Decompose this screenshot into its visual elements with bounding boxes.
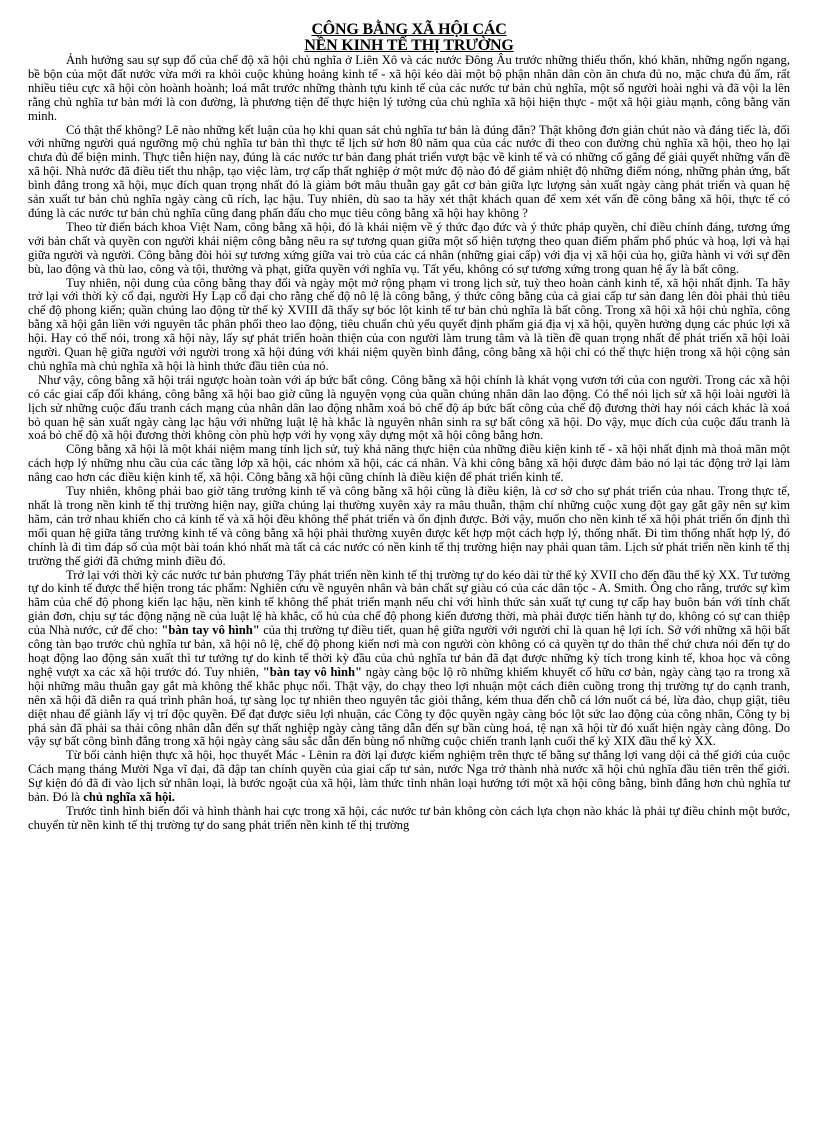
paragraph-10: Trước tình hình biến đổi và hình thành hai cực trong xã hội, các nước tư bản không còn cách lựa chọn nào khác là phải tự điều chỉnh một bước, chuyển từ nền kinh tế thị trường tự do sang phát triển nền kinh tế thị trường	[28, 803, 790, 832]
paragraph-2: Có thật thế không? Lẽ nào những kết luận của họ khi quan sát chủ nghĩa tư bản là đúng đắn? Thật không đơn giản chút nào và đáng tiếc là, đối với những người quá ngưỡng mộ chủ nghĩa tư bản thì thực tế lịch sử hơn 80 năm qua của các nước đi theo con đường chủ nghĩa xã hội, theo họ lại chưa đủ để biện minh. Thực tiễn hiện nay, đúng là các nước tư bản đang phát triển vượt bậc về kinh tế và có những cố gắng để giải quyết những vấn đề xã hội. Nhà nước đã điều tiết thu nhập, tạo việc làm, trợ cấp thất nghiệp ở một mức độ nào đó để giảm nhiệt độ những điểm nóng, những phản ứng, bất bình đẳng trong xã hội, mục đích quan trọng nhất đó là giảm bớt mâu thuẫn gay gắt cơ bản giữa lực lượng sản xuất ngày càng phát triển và quan hệ sản xuất tư bản chủ nghĩa ngày càng cũ rích, lạc hậu. Tuy nhiên, dù sao ta hãy xét thật khách quan để xem xét vấn đề công bằng xã hội, thực tế có đúng là các nước tư bản chủ nghĩa cũng đang phấn đấu cho mục tiêu công bằng xã hội hay không ?	[28, 122, 790, 220]
document-title-line-1: CÔNG BẰNG XÃ HỘI CÁC	[311, 21, 507, 38]
paragraph-8	[28, 569, 790, 750]
paragraph-8-text-2: của thị trường tự điều tiết, quan hệ giữa người với người chỉ là quan hệ lợi ích. Sở với những xã hội bất công tàn bạo trước chủ nghĩa tư bản, xã hội nô lệ, chế độ phong kiến nơi mà con người còn không có cả quyền tự do thân thể chứ chưa nói đến tự do hoạt động lao động sản xuất thì tư tưởng tự do kinh tế thời kỳ đầu của chủ nghĩa tư bản đã đạt được những kỳ tích trong kinh tế, khoa học và công nghệ vượt xa các xã hội trước đó. Tuy nhiên,	[28, 623, 790, 679]
paragraph-9	[28, 749, 790, 805]
paragraph-8-text-1: Trở lại với thời kỳ các nước tư bản phương Tây phát triển nền kinh tế thị trường tự do kéo dài từ thế kỷ XVII cho đến đầu thế kỷ XX. Tư tưởng tự do kinh tế được thể hiện trong tác phẩm: Nghiên cứu về nguyên nhân và bản chất sự giàu có của các dân tộc - A. Smith. Ông cho rằng, trước sự kìm hãm của chế độ phong kiến lạc hậu, nền kinh tế không thể phát triển mạnh nếu chỉ với hình thức sản xuất tự cung tự cấp hay buôn bán với tính chất giản đơn, chịu sự tác động nặng nề của luật lệ hà khắc, cổ hủ của chế độ phong kiến đương thời, mà phải được tiến hành tự do, không có sự can thiệp của Nhà nước, cứ để cho:	[28, 567, 790, 638]
paragraph-6: Công bằng xã hội là một khái niệm mang tính lịch sử, tuỳ khả năng thực hiện của những điều kiện kinh tế - xã hội nhất định mà thoả mãn một cách hợp lý những nhu cầu của các tầng lớp xã hội, các nhóm xã hội, các cá nhân. Và khi công bằng xã hội được đảm bảo nó lại tác động trở lại làm nâng cao hơn các điều kiện kinh tế, xã hội. Công bằng xã hội cũng chính là điều kiện để phát triển kinh tế.	[28, 442, 790, 485]
paragraph-4: Tuy nhiên, nội dung của công bằng thay đổi và ngày một mở rộng phạm vi trong lịch sử, tuỳ theo hoàn cảnh kinh tế, xã hội nhất định. Ta hãy trở lại với thời kỳ cổ đại, người Hy Lạp cổ đại cho rằng chế độ nô lệ là công bằng, ý thức công bằng của cả giai cấp tư sản đang lên đòi phải thủ tiêu chế độ phong kiến; quần chúng lao động từ thế kỷ XVIII đã thấy sự bóc lột kinh tế tư bản chủ nghĩa là bất công. Trong xã hội xã hội chủ nghĩa, công bằng xã hội gắn liền với nguyên tắc phân phối theo lao động, tiêu chuẩn chủ yếu quyết định phẩm giá địa vị xã hội, quyền hưởng dụng các phúc lợi xã hội. Hay có thể nói, trong xã hội này, lấy sự phát triển hoàn thiện của con người làm trung tâm và là tiền đề quan trọng nhất để phát triển xã hội loài người. Quan hệ giữa người với người trong xã hội đúng với khái niệm quyền bình đẳng, công bằng xã hội chỉ có thể thực hiện trong xã hội cộng sản chủ nghĩa mà chủ nghĩa xã hội là hình thức đầu tiên của nó.	[28, 275, 790, 373]
paragraph-8-bold-2: "bàn tay vô hình"	[262, 664, 363, 679]
paragraph-8-bold-1: "bàn tay vô hình"	[161, 623, 260, 638]
paragraph-9-text: Từ bối cảnh hiện thực xã hội, học thuyết Mác - Lênin ra đời lại được kiểm nghiệm trên thực tế bằng sự thắng lợi vang dội cả thế giới của cuộc Cách mạng tháng Mười Nga vĩ đại, đã đập tan chính quyền của giai cấp tư sản, nước Nga trở thành nhà nước xã hội chủ nghĩa đầu tiên trên thế giới. Sự kiện đó đã đi vào lịch sử nhân loại, là bước ngoặt của xã hội, làm thức tỉnh nhân loại hướng tới một xã hội công bằng, bình đẳng hơn chủ nghĩa tư bản. Đó là	[28, 748, 790, 805]
paragraph-3: Theo từ điển bách khoa Việt Nam, công bằng xã hội, đó là khái niệm về ý thức đạo đức và ý thức pháp quyền, chỉ điều chính đáng, tương ứng với bản chất và quyền con người khái niệm công bằng nêu ra sự tương quan giữa một số hiện tượng theo quan điểm phẩm phổ phúc và hoạ, lợi và hại giữa người và người. Công bằng đòi hỏi sự tương xứng giữa vai trò của các cá nhân (những giai cấp) với địa vị xã hội của họ, giữa hành vi với sự đền bù, lao động và thù lao, công và tội, thưởng và phạt, giữa quyền với nghĩa vụ. Tất yếu, không có sự tương xứng trong quan hệ ấy là bất công.	[28, 219, 790, 276]
paragraph-5: Như vậy, công bằng xã hội trái ngược hoàn toàn với áp bức bất công. Công bằng xã hội chính là khát vọng vươn tới của con người. Trong các xã hội có các giai cấp đối kháng, công bằng xã hội bao giờ cũng là nguyện vọng của quần chúng nhân dân lao động. Có thể nói lịch sử xã hội loài người là lịch sử những cuộc đấu tranh cách mạng của nhân dân lao động nhằm xoá bỏ chế độ áp bức bất công của chế độ đương thời hay nói cách khác là xoá bỏ quan hệ sản xuất ngày càng lạc hậu với những luật lệ hà khắc là nguyên nhân sinh ra sự bất công xã hội. Do vậy, mục đích của cuộc đấu tranh là xoá bỏ chế độ xã hội đương thời không còn phù hợp với hy vọng xây dựng một xã hội công bằng hơn.	[28, 372, 790, 443]
document-title-line-2: NỀN KINH TẾ THỊ TRƯỜNG	[304, 37, 514, 54]
document-page	[28, 18, 790, 833]
paragraph-1: Ảnh hưởng sau sự sụp đổ của chế độ xã hội chủ nghĩa ở Liên Xô và các nước Đông Âu trước những thiếu thốn, khó khăn, những ngổn ngang, bề bộn của một đất nước vừa mới ra khỏi cuộc khủng hoảng kinh tế - xã hội kéo dài một bộ phận nhân dân còn ăn chưa đủ no, mặc chưa đủ ấm, rất nhiều tiêu cực xã hội còn hoành hoành; loá mắt trước những thành tựu kinh tế của các nước tư bản chủ nghĩa, một số người hoài nghi và đã vội la lên rằng chủ nghĩa tư bản mới là con đường, là phương tiện để thực hiện lý tưởng của chủ nghĩa xã hội hiện thực - một xã hội giàu mạnh, công bằng văn minh.	[28, 53, 790, 123]
paragraph-8-text-3: ngày càng bộc lộ rõ những khiếm khuyết cố hữu cơ bản, ngày càng tạo ra trong xã hội những mâu thuẫn gay gắt mà không thể khắc phục nổi. Thật vậy, do chạy theo lợi nhuận một cách điên cuồng trong thị trường tự do cạnh tranh, nên xã hội đã diễn ra quá trình phân hoá, tự sàng lọc tự nhiên theo nguyên tắc giỏi thắng, kém thua đến chỗ cá lớn nuốt cá bé, lừa đảo, chụp giật, tiêu diệt nhau để giành lấy vị trí độc quyền. Để đạt được siêu lợi nhuận, các Công ty độc quyền ngày càng bóc lột sức lao động của công nhân, Công ty bị phá sản đã phải sa thải công nhân dẫn đến sự thất nghiệp ngày càng tăng dẫn đến sự bần cùng hoá, tệ nạn xã hội từ đó xuất hiện ngày càng đông. Do vậy sự bất công bình đẳng trong xã hội ngày càng sâu sắc dẫn đến bùng nổ những cuộc chiến tranh lạnh cuối thế kỷ XIX đầu thế kỷ XX.	[28, 664, 790, 749]
paragraph-7: Tuy nhiên, không phải bao giờ tăng trưởng kinh tế và công bằng xã hội cũng là điều kiện, là cơ sở cho sự phát triển của nhau. Trong thực tế, nhất là trong nền kinh tế thị trường hiện nay, giữa chúng lại thường xuyên xảy ra mâu thuẫn, thậm chí những cuộc xung đột gay gắt gây nên sự kìm hãm, cản trở nhau khiến cho cả kinh tế và xã hội đều không thể phát triển và ổn định được. Bởi vậy, muốn cho nền kinh tế xã hội phát triển ổn định thì mối quan hệ giữa tăng trưởng kinh tế và công bằng xã hội phải thường xuyên được kết hợp một cách hợp lý, thống nhất. Đi tìm thống nhất hợp lý, đó chính là đi tìm đáp số của một bài toán khó nhất mà tất cả các nước có nền kinh tế thị trường hiện nay phải quan tâm. Lịch sử phát triển nền kinh tế thị trường thế giới đã chứng minh điều đó.	[28, 484, 790, 568]
paragraph-9-bold: chủ nghĩa xã hội.	[83, 790, 175, 805]
